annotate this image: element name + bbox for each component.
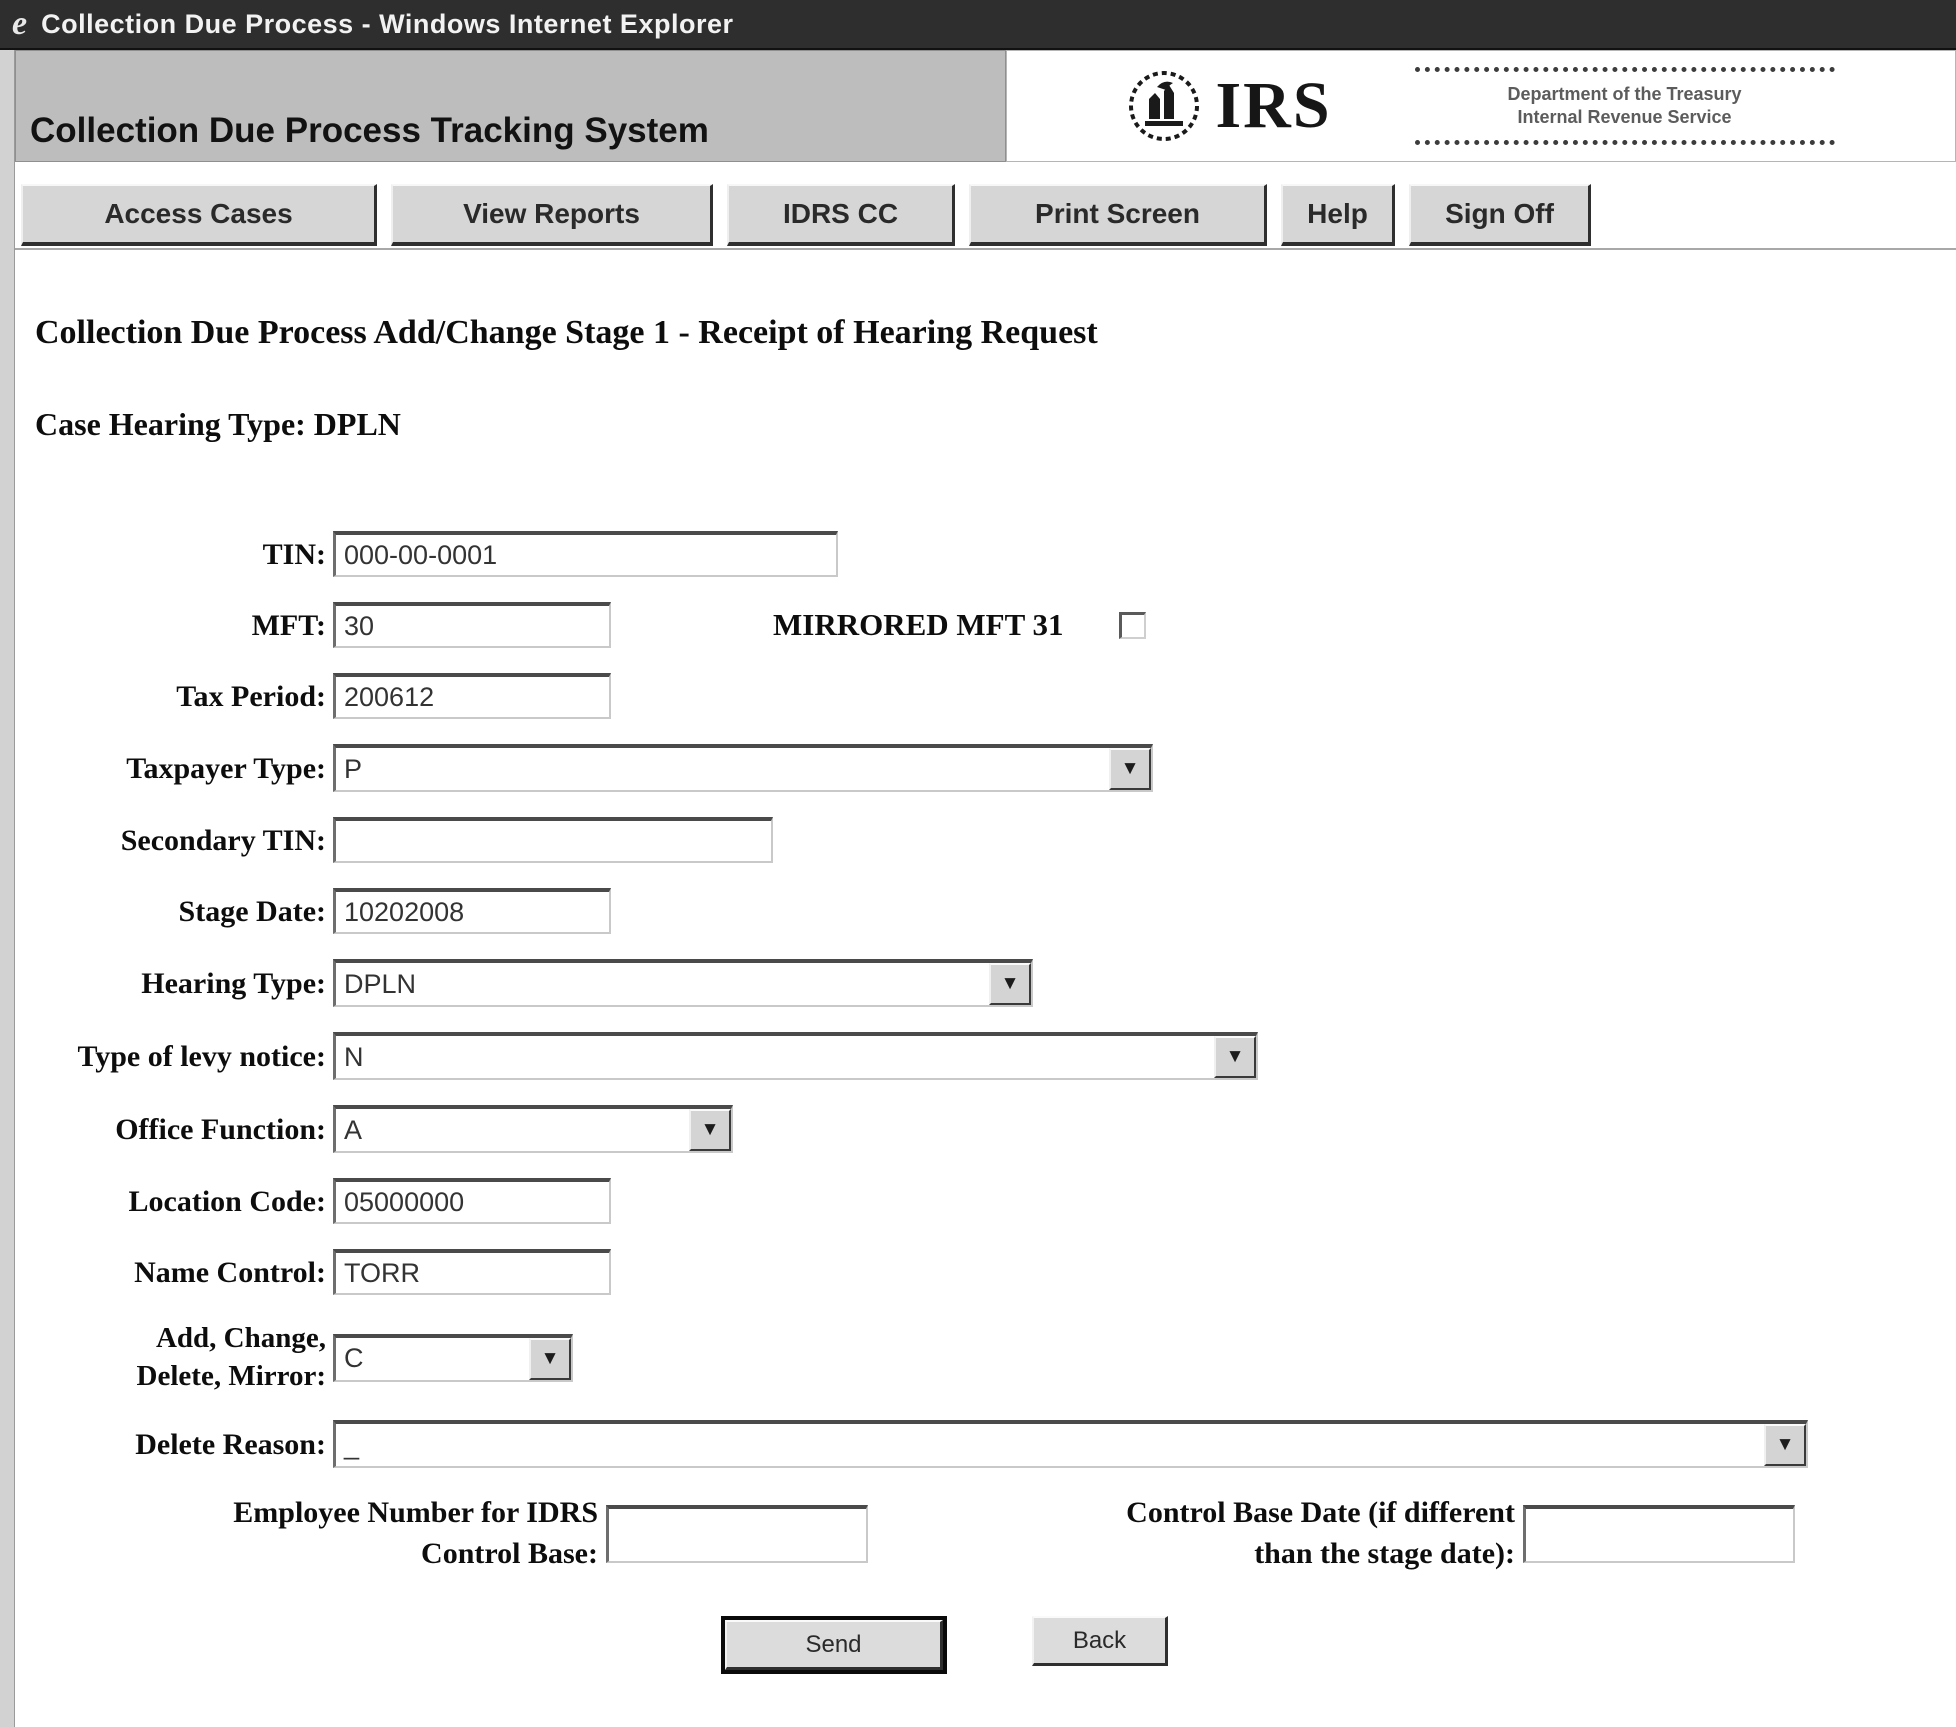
location-code-label: Location Code: bbox=[128, 1184, 326, 1218]
send-button-focus-ring bbox=[721, 1616, 947, 1674]
secondary-tin-row bbox=[21, 817, 1956, 863]
taxpayer-type-value: P bbox=[344, 753, 363, 784]
nav-idrs-cc-button[interactable]: IDRS CC bbox=[727, 184, 955, 246]
employee-number-label-line1: Employee Number for IDRS bbox=[233, 1496, 598, 1530]
employee-number-label-line2: Control Base: bbox=[421, 1536, 598, 1570]
nav-print-screen-button[interactable]: Print Screen bbox=[969, 184, 1267, 246]
mft-label: MFT: bbox=[251, 608, 326, 642]
tax-period-label: Tax Period: bbox=[176, 679, 326, 713]
name-control-row bbox=[21, 1249, 1956, 1295]
tin-label: TIN: bbox=[262, 537, 326, 571]
page-content bbox=[15, 314, 1956, 1674]
chevron-down-icon[interactable]: ▼ bbox=[529, 1338, 571, 1380]
employee-number-input[interactable] bbox=[606, 1505, 868, 1563]
control-base-row bbox=[21, 1493, 1956, 1574]
case-hearing-type-line: Case Hearing Type: DPLN bbox=[35, 406, 401, 442]
tin-row bbox=[21, 531, 1956, 577]
add-change-delete-mirror-select[interactable] bbox=[333, 1334, 573, 1382]
control-base-date-group bbox=[963, 1493, 1795, 1574]
acdm-label-line1: Add, Change, bbox=[155, 1322, 326, 1354]
tax-period-input[interactable] bbox=[333, 673, 611, 719]
name-control-input[interactable] bbox=[333, 1249, 611, 1295]
irs-wordmark: IRS bbox=[1215, 69, 1332, 142]
window-left-frame bbox=[0, 50, 15, 1727]
delete-reason-value: _ bbox=[344, 1429, 360, 1460]
taxpayer-type-label: Taxpayer Type: bbox=[126, 751, 326, 785]
stage-date-label: Stage Date: bbox=[178, 894, 326, 928]
mirrored-mft31-checkbox[interactable] bbox=[1119, 612, 1146, 639]
chevron-down-icon[interactable]: ▼ bbox=[1764, 1424, 1806, 1466]
stage-date-row bbox=[21, 888, 1956, 934]
office-function-value: A bbox=[344, 1114, 363, 1145]
irs-logo-group bbox=[1127, 68, 1331, 144]
levy-notice-label: Type of levy notice: bbox=[77, 1039, 326, 1073]
secondary-tin-label: Secondary TIN: bbox=[120, 823, 326, 857]
tax-period-row bbox=[21, 673, 1956, 719]
app-header bbox=[15, 50, 1956, 162]
mft-input[interactable] bbox=[333, 602, 611, 648]
nav-divider bbox=[15, 248, 1956, 250]
control-base-date-label-line1: Control Base Date (if different bbox=[1126, 1496, 1515, 1530]
nav-sign-off-button[interactable]: Sign Off bbox=[1409, 184, 1591, 246]
irs-logo-panel bbox=[1006, 50, 1956, 162]
internet-explorer-icon: e bbox=[12, 5, 28, 42]
add-change-delete-mirror-label bbox=[21, 1320, 333, 1395]
form-actions bbox=[721, 1616, 1956, 1674]
taxpayer-type-select[interactable] bbox=[333, 744, 1153, 792]
mirrored-mft31-label: MIRRORED MFT 31 bbox=[773, 607, 1064, 642]
hearing-type-row bbox=[21, 959, 1956, 1007]
stage-date-input[interactable] bbox=[333, 888, 611, 934]
levy-notice-row bbox=[21, 1032, 1956, 1080]
levy-notice-value: N bbox=[344, 1041, 364, 1072]
office-function-label: Office Function: bbox=[115, 1112, 326, 1146]
nav-access-cases-button[interactable]: Access Cases bbox=[21, 184, 377, 246]
treasury-line1: Department of the Treasury bbox=[1507, 83, 1742, 104]
employee-number-label bbox=[21, 1493, 606, 1574]
window-titlebar bbox=[0, 0, 1956, 50]
office-function-select[interactable] bbox=[333, 1105, 733, 1153]
add-change-delete-mirror-row bbox=[21, 1320, 1956, 1395]
nav-view-reports-button[interactable]: View Reports bbox=[391, 184, 713, 246]
page-title: Collection Due Process Add/Change Stage 1 - Receipt of Hearing Request bbox=[35, 314, 1098, 351]
treasury-line2: Internal Revenue Service bbox=[1517, 107, 1732, 127]
nav-help-button[interactable]: Help bbox=[1281, 184, 1395, 246]
hearing-type-select[interactable] bbox=[333, 959, 1033, 1007]
delete-reason-label: Delete Reason: bbox=[135, 1427, 326, 1461]
acdm-label-line2: Delete, Mirror: bbox=[136, 1359, 326, 1392]
app-title: Collection Due Process Tracking System bbox=[30, 111, 709, 150]
control-base-date-label bbox=[963, 1493, 1523, 1574]
acdm-value: C bbox=[344, 1343, 364, 1374]
mft-row bbox=[21, 602, 1956, 648]
irs-eagle-logo-icon bbox=[1127, 69, 1201, 143]
delete-reason-select[interactable] bbox=[333, 1420, 1808, 1468]
app-header-title-cell bbox=[15, 50, 1006, 162]
employee-number-group bbox=[21, 1493, 868, 1574]
hearing-type-label: Hearing Type: bbox=[141, 966, 326, 1000]
secondary-tin-input[interactable] bbox=[333, 817, 773, 863]
hearing-type-value: DPLN bbox=[344, 968, 417, 999]
send-button[interactable]: Send bbox=[725, 1620, 943, 1670]
chevron-down-icon[interactable]: ▼ bbox=[689, 1109, 731, 1151]
treasury-agency-box bbox=[1415, 67, 1835, 146]
location-code-row bbox=[21, 1178, 1956, 1224]
office-function-row bbox=[21, 1105, 1956, 1153]
cdp-stage1-form bbox=[21, 531, 1956, 1674]
navbar bbox=[21, 184, 1956, 246]
name-control-label: Name Control: bbox=[134, 1255, 326, 1289]
window-title: Collection Due Process - Windows Internet Explorer bbox=[41, 8, 734, 39]
tin-input[interactable] bbox=[333, 531, 838, 577]
chevron-down-icon[interactable]: ▼ bbox=[989, 963, 1031, 1005]
location-code-input[interactable] bbox=[333, 1178, 611, 1224]
taxpayer-type-row bbox=[21, 744, 1956, 792]
chevron-down-icon[interactable]: ▼ bbox=[1109, 748, 1151, 790]
control-base-date-input[interactable] bbox=[1523, 1505, 1795, 1563]
control-base-date-label-line2: than the stage date): bbox=[1254, 1536, 1515, 1570]
back-button[interactable]: Back bbox=[1032, 1616, 1168, 1666]
chevron-down-icon[interactable]: ▼ bbox=[1214, 1036, 1256, 1078]
delete-reason-row bbox=[21, 1420, 1956, 1468]
levy-notice-select[interactable] bbox=[333, 1032, 1258, 1080]
